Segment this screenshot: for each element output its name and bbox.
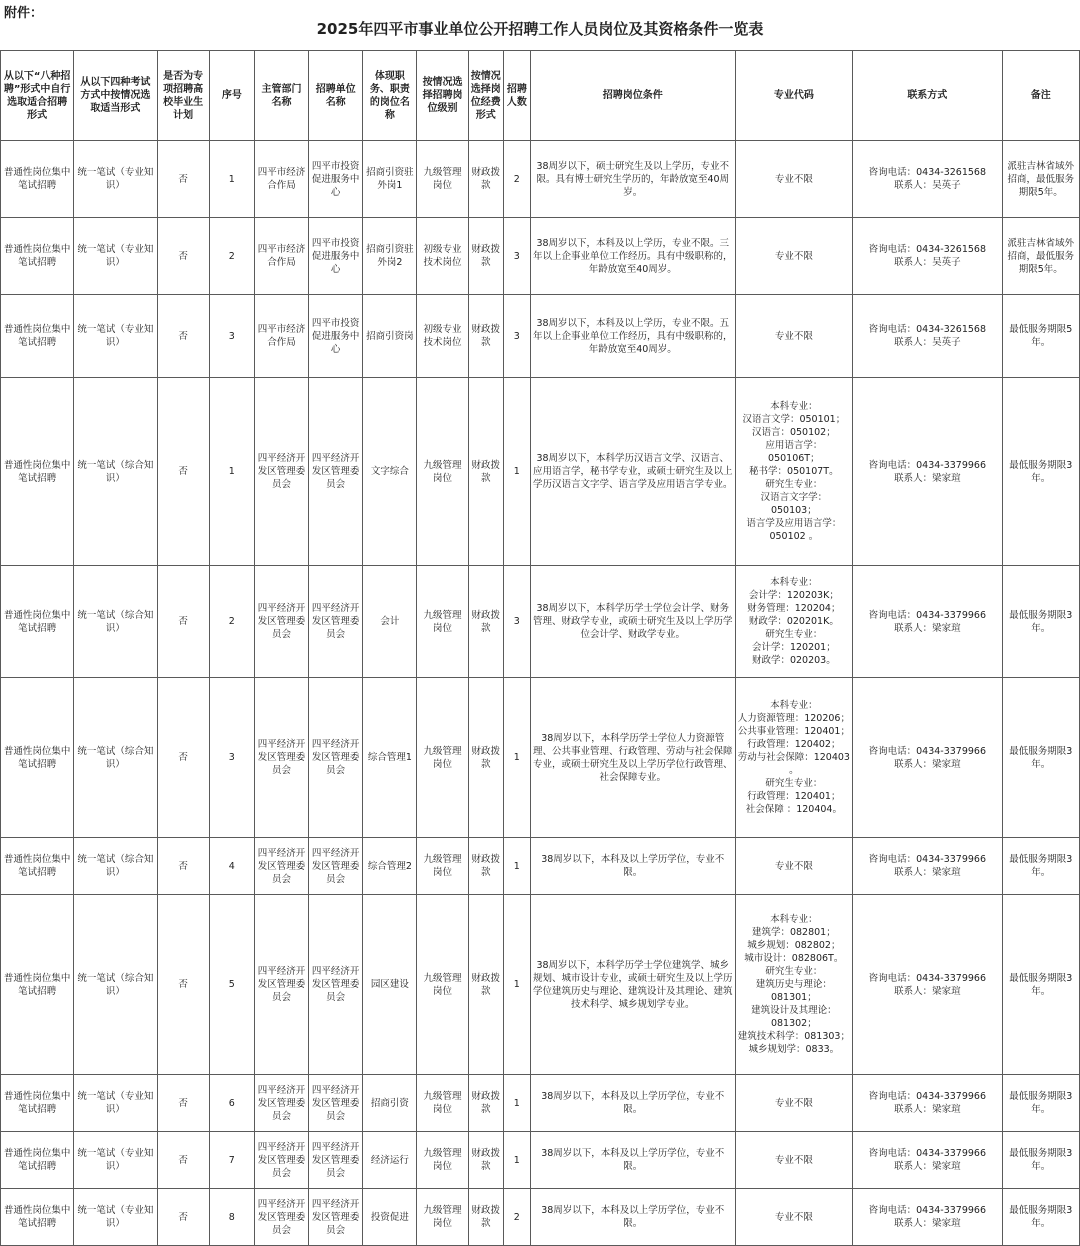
unit-cell: 四平经济开发区管理委员会 [309,1189,363,1246]
level-cell: 九级管理岗位 [417,378,468,566]
specialty-line: 研究生专业： [765,966,823,977]
recruitment-table [0,50,1080,1246]
special-cell: 否 [157,1132,209,1189]
header-cell: 联系方式 [853,51,1003,141]
note-cell: 最低服务期限3年。 [1002,378,1079,566]
seq-cell: 1 [209,141,254,218]
note-cell: 派驻吉林省域外招商，最低服务期限5年。 [1002,141,1079,218]
contact-cell [853,1189,1003,1246]
exam-cell: 统一笔试（综合知识） [74,895,157,1075]
specialty-line: 081302； [770,1018,817,1029]
exam-cell: 统一笔试（专业知识） [74,1132,157,1189]
count-cell: 1 [503,678,530,838]
specialty-line: 会计学：120201； [751,642,836,653]
unit-cell: 四平经济开发区管理委员会 [309,378,363,566]
special-cell: 否 [157,838,209,895]
form-cell: 普通性岗位集中笔试招聘 [1,566,74,678]
specialty-line: 专业不限 [774,1211,813,1223]
post-cell: 综合管理1 [363,678,417,838]
seq-cell: 5 [209,895,254,1075]
specialty-line: 应用语言学： [765,440,823,451]
form-cell: 普通性岗位集中笔试招聘 [1,838,74,895]
specialty-line: 050102 。 [769,531,819,542]
specialty-line: 建筑技术科学：081303； [737,1031,850,1042]
fund-cell: 财政拨款 [468,1189,503,1246]
contact-cell [853,566,1003,678]
post-cell: 投资促进 [363,1189,417,1246]
header-cell: 是否为专项招聘高校毕业生计划 [157,51,209,141]
header-cell: 从以下“八种招聘”形式中自行选取适合招聘形式 [1,51,74,141]
specialty-line: 社会保障 ：120404。 [745,804,842,815]
unit-cell: 四平经济开发区管理委员会 [309,1132,363,1189]
post-cell: 招商引资岗 [363,295,417,378]
seq-cell: 2 [209,566,254,678]
post-cell: 招商引资驻外岗1 [363,141,417,218]
fund-cell: 财政拨款 [468,141,503,218]
table-row [1,295,1080,378]
specialty-line: 专业不限 [774,250,813,262]
condition-cell: 38周岁以下，本科学历汉语言文学、汉语言、应用语言学，秘书学专业，或硕士研究生及以上学历汉语言文字学、语言学及应用语言学专业。 [530,378,735,566]
specialty-line: 本科专业： [770,700,818,711]
form-cell: 普通性岗位集中笔试招聘 [1,1189,74,1246]
condition-cell: 38周岁以下，本科及以上学历，专业不限。五年以上企事业单位工作经历，具有中级职称的，年龄放宽至40周岁。 [530,295,735,378]
condition-cell: 38周岁以下，本科及以上学历学位，专业不限。 [530,1189,735,1246]
special-cell: 否 [157,218,209,295]
form-cell: 普通性岗位集中笔试招聘 [1,895,74,1075]
specialty-code-cell [735,295,852,378]
condition-cell: 38周岁以下，本科及以上学历学位，专业不限。 [530,1132,735,1189]
count-cell: 2 [503,1189,530,1246]
specialty-line: 会计学：120203K； [748,590,839,601]
special-cell: 否 [157,141,209,218]
contact-person: 联系人：梁家瑄 [894,867,961,878]
contact-person: 联系人：吴英子 [894,257,961,268]
specialty-line: 本科专业： [770,401,818,412]
dept-cell: 四平经济开发区管理委员会 [254,1132,308,1189]
post-cell: 文字综合 [363,378,417,566]
specialty-line: 财务管理：120204； [747,603,841,614]
seq-cell: 1 [209,378,254,566]
condition-cell: 38周岁以下，硕士研究生及以上学历，专业不限。具有博士研究生学历的，年龄放宽至40周岁。 [530,141,735,218]
unit-cell: 四平经济开发区管理委员会 [309,566,363,678]
seq-cell: 8 [209,1189,254,1246]
condition-cell: 38周岁以下，本科及以上学历，专业不限。三年以上企事业单位工作经历。具有中级职称的，年龄放宽至40周岁。 [530,218,735,295]
contact-person: 联系人：梁家瑄 [894,472,961,484]
count-cell: 1 [503,1075,530,1132]
specialty-line: 财政学：020203。 [751,655,836,666]
specialty-line: 081301； [770,992,817,1003]
specialty-line: 研究生专业： [765,479,823,490]
contact-phone: 咨询电话：0434-3379966 [868,854,987,865]
header-row [1,51,1080,141]
fund-cell: 财政拨款 [468,566,503,678]
exam-cell: 统一笔试（综合知识） [74,838,157,895]
contact-person: 联系人：梁家瑄 [894,622,961,634]
contact-person: 联系人：梁家瑄 [894,985,961,997]
seq-cell: 3 [209,295,254,378]
level-cell: 初级专业技术岗位 [417,218,468,295]
specialty-line: 建筑学：082801； [751,927,836,938]
specialty-line: 专业不限 [774,1097,813,1109]
contact-phone: 咨询电话：0434-3379966 [868,1091,987,1102]
contact-phone: 咨询电话：0434-3379966 [868,459,987,471]
note-cell: 最低服务期限3年。 [1002,1132,1079,1189]
level-cell: 九级管理岗位 [417,838,468,895]
unit-cell: 四平市投资促进服务中心 [309,295,363,378]
specialty-code-cell [735,678,852,838]
seq-cell: 2 [209,218,254,295]
condition-cell: 38周岁以下，本科及以上学历学位，专业不限。 [530,838,735,895]
specialty-line: 汉语言文字学： [760,492,828,503]
header-cell: 主管部门名称 [254,51,308,141]
specialty-line: 专业不限 [774,860,813,872]
form-cell: 普通性岗位集中笔试招聘 [1,295,74,378]
note-cell: 最低服务期限3年。 [1002,895,1079,1075]
exam-cell: 统一笔试（综合知识） [74,678,157,838]
level-cell: 九级管理岗位 [417,895,468,1075]
exam-cell: 统一笔试（专业知识） [74,218,157,295]
unit-cell: 四平经济开发区管理委员会 [309,1075,363,1132]
specialty-code-cell [735,1132,852,1189]
unit-cell: 四平经济开发区管理委员会 [309,678,363,838]
note-cell: 最低服务期限3年。 [1002,678,1079,838]
table-row [1,1132,1080,1189]
dept-cell: 四平市经济合作局 [254,295,308,378]
count-cell: 3 [503,295,530,378]
specialty-line: 汉语言文学：050101； [742,414,846,425]
note-cell: 派驻吉林省域外招商，最低服务期限5年。 [1002,218,1079,295]
level-cell: 九级管理岗位 [417,1189,468,1246]
contact-phone: 咨询电话：0434-3261568 [868,167,987,178]
header-cell: 体现职务、职责的岗位名称 [363,51,417,141]
table-row [1,566,1080,678]
exam-cell: 统一笔试（专业知识） [74,1075,157,1132]
specialty-line: 建筑历史与理论： [755,979,832,990]
special-cell: 否 [157,678,209,838]
contact-person: 联系人：梁家瑄 [894,1218,961,1229]
specialty-line: 财政学：020201K。 [748,616,839,627]
specialty-line: 人力资源管理：120206； [737,713,850,724]
condition-cell: 38周岁以下，本科学历学士学位建筑学、城乡规划、城市设计专业，或硕士研究生及以上学历学位建筑历史与理论、建筑设计及其理论、建筑技术科学、城乡规划学专业。 [530,895,735,1075]
form-cell: 普通性岗位集中笔试招聘 [1,678,74,838]
specialty-line: 专业不限 [774,330,813,342]
exam-cell: 统一笔试（专业知识） [74,295,157,378]
contact-cell [853,1075,1003,1132]
form-cell: 普通性岗位集中笔试招聘 [1,1132,74,1189]
specialty-line: 研究生专业： [765,778,823,789]
fund-cell: 财政拨款 [468,1075,503,1132]
post-cell: 会计 [363,566,417,678]
count-cell: 1 [503,838,530,895]
specialty-line: 专业不限 [774,1154,813,1166]
specialty-code-cell [735,218,852,295]
specialty-line: 城乡规划学：0833。 [748,1044,840,1055]
note-cell: 最低服务期限3年。 [1002,566,1079,678]
contact-person: 联系人：梁家瑄 [894,1161,961,1172]
specialty-line: 行政管理：120401； [747,791,841,802]
contact-phone: 咨询电话：0434-3379966 [868,1148,987,1159]
contact-phone: 咨询电话：0434-3261568 [868,244,987,255]
specialty-code-cell [735,1189,852,1246]
specialty-code-cell [735,378,852,566]
dept-cell: 四平经济开发区管理委员会 [254,1189,308,1246]
exam-cell: 统一笔试（综合知识） [74,378,157,566]
note-cell: 最低服务期限3年。 [1002,1189,1079,1246]
contact-cell [853,678,1003,838]
contact-phone: 咨询电话：0434-3261568 [868,324,987,335]
post-cell: 园区建设 [363,895,417,1075]
specialty-line: 050103； [770,505,817,516]
specialty-line: 。 [789,765,799,776]
header-cell: 专业代码 [735,51,852,141]
seq-cell: 3 [209,678,254,838]
contact-phone: 咨询电话：0434-3379966 [868,745,987,757]
specialty-line: 汉语言：050102； [751,427,836,438]
header-cell: 招聘岗位条件 [530,51,735,141]
header-cell: 招聘单位名称 [309,51,363,141]
special-cell: 否 [157,1189,209,1246]
specialty-line: 研究生专业： [765,629,823,640]
post-cell: 招商引资 [363,1075,417,1132]
count-cell: 3 [503,566,530,678]
seq-cell: 7 [209,1132,254,1189]
specialty-line: 建筑设计及其理论： [751,1005,837,1016]
contact-person: 联系人：吴英子 [894,180,961,191]
unit-cell: 四平市投资促进服务中心 [309,141,363,218]
special-cell: 否 [157,1075,209,1132]
table-row [1,378,1080,566]
table-row [1,141,1080,218]
contact-cell [853,1132,1003,1189]
specialty-line: 城乡规划：082802； [747,940,841,951]
table-row [1,1189,1080,1246]
dept-cell: 四平市经济合作局 [254,141,308,218]
contact-cell [853,218,1003,295]
unit-cell: 四平市投资促进服务中心 [309,218,363,295]
condition-cell: 38周岁以下，本科学历学士学位人力资源管理、公共事业管理、行政管理、劳动与社会保障专业，或硕士研究生及以上学历学位行政管理、社会保障专业。 [530,678,735,838]
form-cell: 普通性岗位集中笔试招聘 [1,1075,74,1132]
dept-cell: 四平经济开发区管理委员会 [254,895,308,1075]
table-row [1,218,1080,295]
annex-label: 附件： [4,6,44,21]
table-row [1,1075,1080,1132]
contact-phone: 咨询电话：0434-3379966 [868,609,987,621]
fund-cell: 财政拨款 [468,1132,503,1189]
header-cell: 招聘人数 [503,51,530,141]
dept-cell: 四平经济开发区管理委员会 [254,678,308,838]
fund-cell: 财政拨款 [468,295,503,378]
specialty-line: 语言学及应用语言学： [746,518,842,529]
level-cell: 九级管理岗位 [417,678,468,838]
count-cell: 2 [503,141,530,218]
contact-phone: 咨询电话：0434-3379966 [868,972,987,984]
specialty-line: 城市设计：082806T。 [744,953,844,964]
page-title: 2025年四平市事业单位公开招聘工作人员岗位及其资格条件一览表 [316,20,764,38]
level-cell: 初级专业技术岗位 [417,295,468,378]
contact-cell [853,141,1003,218]
contact-person: 联系人：梁家瑄 [894,1104,961,1115]
form-cell: 普通性岗位集中笔试招聘 [1,141,74,218]
seq-cell: 4 [209,838,254,895]
contact-phone: 咨询电话：0434-3379966 [868,1205,987,1216]
form-cell: 普通性岗位集中笔试招聘 [1,378,74,566]
special-cell: 否 [157,295,209,378]
dept-cell: 四平经济开发区管理委员会 [254,378,308,566]
note-cell: 最低服务期限5年。 [1002,295,1079,378]
level-cell: 九级管理岗位 [417,566,468,678]
dept-cell: 四平市经济合作局 [254,218,308,295]
table-row [1,838,1080,895]
exam-cell: 统一笔试（专业知识） [74,141,157,218]
dept-cell: 四平经济开发区管理委员会 [254,566,308,678]
count-cell: 1 [503,895,530,1075]
specialty-line: 秘书学：050107T。 [749,466,839,477]
post-cell: 招商引资驻外岗2 [363,218,417,295]
special-cell: 否 [157,566,209,678]
fund-cell: 财政拨款 [468,895,503,1075]
special-cell: 否 [157,895,209,1075]
form-cell: 普通性岗位集中笔试招聘 [1,218,74,295]
header-cell: 序号 [209,51,254,141]
dept-cell: 四平经济开发区管理委员会 [254,1075,308,1132]
specialty-line: 行政管理：120402； [747,739,841,750]
fund-cell: 财政拨款 [468,218,503,295]
header-cell: 按情况选择岗位经费形式 [468,51,503,141]
condition-cell: 38周岁以下，本科及以上学历学位，专业不限。 [530,1075,735,1132]
specialty-line: 本科专业： [770,577,818,588]
unit-cell: 四平经济开发区管理委员会 [309,838,363,895]
specialty-code-cell [735,895,852,1075]
exam-cell: 统一笔试（专业知识） [74,1189,157,1246]
dept-cell: 四平经济开发区管理委员会 [254,838,308,895]
condition-cell: 38周岁以下，本科学历学士学位会计学、财务管理、财政学专业，或硕士研究生及以上学历学位会计学、财政学专业。 [530,566,735,678]
specialty-line: 劳动与社会保障：120403 [737,752,850,763]
special-cell: 否 [157,378,209,566]
level-cell: 九级管理岗位 [417,141,468,218]
post-cell: 综合管理2 [363,838,417,895]
specialty-line: 050106T； [768,453,820,464]
level-cell: 九级管理岗位 [417,1075,468,1132]
table-row [1,895,1080,1075]
contact-cell [853,378,1003,566]
count-cell: 3 [503,218,530,295]
specialty-code-cell [735,838,852,895]
header-cell: 按情况选择招聘岗位级别 [417,51,468,141]
fund-cell: 财政拨款 [468,838,503,895]
header-cell: 备注 [1002,51,1079,141]
specialty-line: 公共事业管理：120401； [737,726,850,737]
note-cell: 最低服务期限3年。 [1002,1075,1079,1132]
exam-cell: 统一笔试（综合知识） [74,566,157,678]
note-cell: 最低服务期限3年。 [1002,838,1079,895]
specialty-code-cell [735,141,852,218]
specialty-line: 专业不限 [774,173,813,185]
seq-cell: 6 [209,1075,254,1132]
fund-cell: 财政拨款 [468,378,503,566]
contact-person: 联系人：吴英子 [894,337,961,348]
header-cell: 从以下四种考试方式中按情况选取适当形式 [74,51,157,141]
count-cell: 1 [503,1132,530,1189]
specialty-line: 本科专业： [770,914,818,925]
contact-cell [853,838,1003,895]
contact-person: 联系人：梁家瑄 [894,758,961,770]
unit-cell: 四平经济开发区管理委员会 [309,895,363,1075]
fund-cell: 财政拨款 [468,678,503,838]
post-cell: 经济运行 [363,1132,417,1189]
specialty-code-cell [735,1075,852,1132]
contact-cell [853,295,1003,378]
count-cell: 1 [503,378,530,566]
table-row [1,678,1080,838]
specialty-code-cell [735,566,852,678]
level-cell: 九级管理岗位 [417,1132,468,1189]
contact-cell [853,895,1003,1075]
